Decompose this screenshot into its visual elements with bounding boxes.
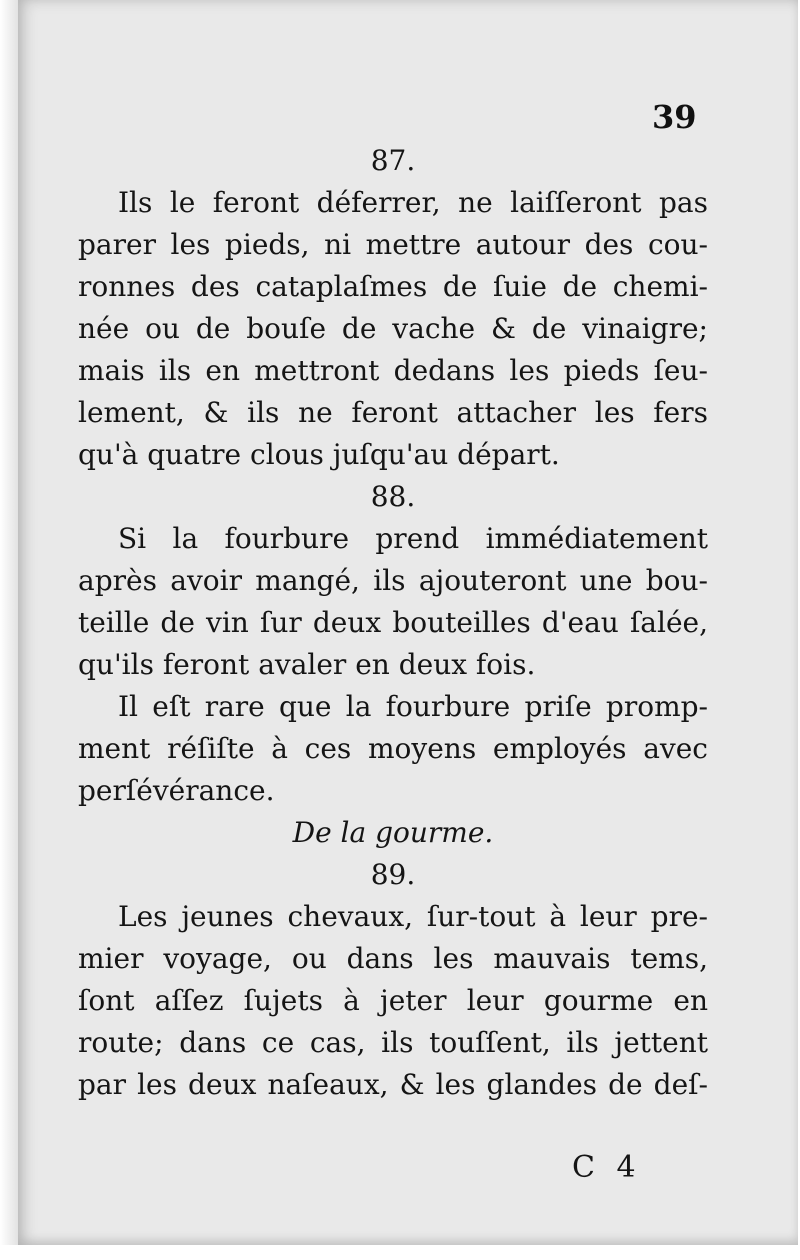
bottom-margin bbox=[0, 1245, 800, 1260]
text-line: par les deux naſeaux, & les glandes de deſ- bbox=[78, 1068, 708, 1101]
page-number: 39 bbox=[652, 98, 697, 136]
text-line: Les jeunes chevaux, ſur-tout à leur pre- bbox=[118, 900, 708, 933]
page-body bbox=[78, 140, 708, 1106]
text-line: Si la fourbure prend immédiatement bbox=[118, 522, 708, 555]
text-line: ment réſiſte à ces moyens employés avec bbox=[78, 732, 708, 765]
text-line: née ou de bouſe de vache & de vinaigre; bbox=[78, 312, 708, 345]
text-line: ſont aſſez ſujets à jeter leur gourme en bbox=[78, 984, 708, 1017]
text-line: Il eſt rare que la fourbure priſe promp- bbox=[118, 690, 708, 723]
section-number-88: 88. bbox=[370, 480, 416, 513]
text-line: après avoir mangé, ils ajouteront une bou- bbox=[78, 564, 708, 597]
text-line: qu'ils feront avaler en deux fois. bbox=[78, 648, 536, 681]
section-number-87: 87. bbox=[370, 144, 416, 177]
text-line: parer les pieds, ni mettre autour des cou- bbox=[78, 228, 708, 261]
text-line: perſévérance. bbox=[78, 774, 275, 807]
text-line: Ils le feront déferrer, ne laiſſeront pas bbox=[118, 186, 708, 219]
text-line: lement, & ils ne feront attacher les fers bbox=[78, 396, 708, 429]
text-line: teille de vin ſur deux bouteilles d'eau ſalée, bbox=[78, 606, 708, 639]
text-line: ronnes des cataplaſmes de ſuie de chemi- bbox=[78, 270, 708, 303]
text-line: mais ils en mettront dedans les pieds ſeu- bbox=[78, 354, 708, 387]
text-line: route; dans ce cas, ils touſſent, ils jettent bbox=[78, 1026, 708, 1059]
signature-mark: C 4 bbox=[572, 1150, 642, 1185]
section-number-89: 89. bbox=[370, 858, 416, 891]
text-line: qu'à quatre clous juſqu'au départ. bbox=[78, 438, 560, 471]
section-title-gourme: De la gourme. bbox=[292, 816, 494, 849]
text-line: mier voyage, ou dans les mauvais tems, bbox=[78, 942, 708, 975]
